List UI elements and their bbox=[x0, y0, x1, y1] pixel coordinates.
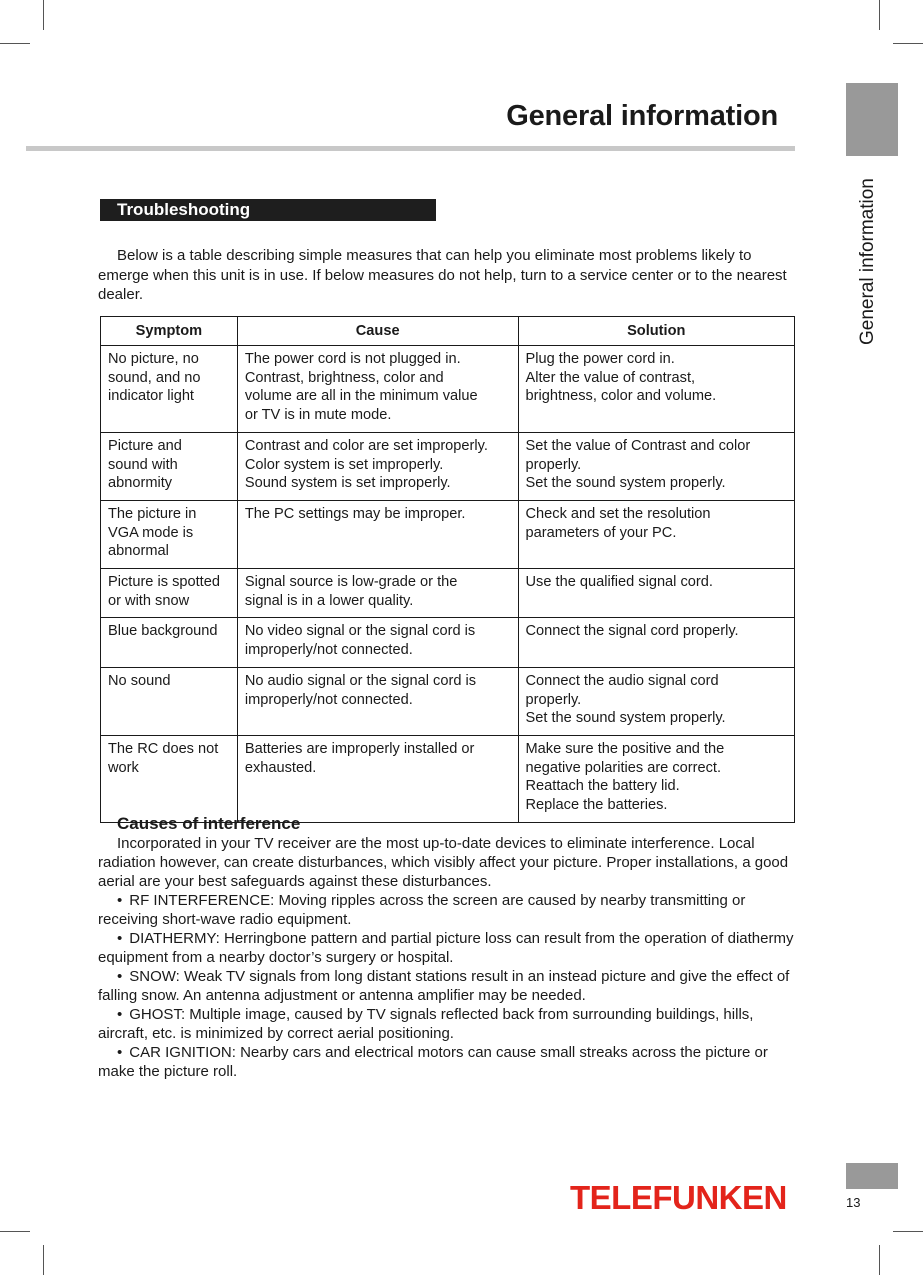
cause-text: Sound system is set improperly. bbox=[244, 475, 451, 492]
solution-cell bbox=[518, 618, 794, 667]
symptom-cell bbox=[101, 346, 238, 433]
column-header: Solution bbox=[518, 317, 794, 346]
solution-text: brightness, color and volume. bbox=[525, 388, 717, 405]
symptom-cell bbox=[101, 735, 238, 822]
symptom-text: abnormal bbox=[108, 543, 169, 560]
table-row bbox=[101, 432, 795, 500]
header-divider bbox=[26, 146, 795, 151]
interference-intro: Incorporated in your TV receiver are the most up-to-date devices to eliminate interference. Local radiation however, can create disturbances, which visibly affect your picture. Proper installations, a good aerial are your best safeguards against these disturbances. bbox=[98, 835, 789, 890]
solution-cell bbox=[518, 432, 794, 500]
table-row bbox=[101, 500, 795, 568]
cause-cell bbox=[237, 618, 518, 667]
cause-text: or TV is in mute mode. bbox=[244, 407, 392, 424]
table-row bbox=[101, 667, 795, 735]
column-header: Cause bbox=[237, 317, 518, 346]
crop-mark bbox=[893, 43, 923, 44]
cause-text: improperly/not connected. bbox=[244, 691, 413, 708]
cause-text: No audio signal or the signal cord is bbox=[244, 672, 477, 689]
symptom-text: sound, and no bbox=[108, 369, 201, 386]
solution-text: Replace the batteries. bbox=[525, 797, 668, 814]
cause-text: The power cord is not plugged in. bbox=[244, 351, 461, 367]
solution-text: Set the value of Contrast and color bbox=[525, 437, 751, 454]
interference-heading: Causes of interference bbox=[117, 814, 301, 833]
solution-cell bbox=[518, 500, 794, 568]
cause-text: No video signal or the signal cord is bbox=[244, 623, 476, 640]
table-row bbox=[101, 735, 795, 822]
cause-text: Contrast, brightness, color and bbox=[244, 369, 444, 386]
crop-mark bbox=[0, 1231, 30, 1232]
solution-cell bbox=[518, 735, 794, 822]
symptom-text: or with snow bbox=[108, 592, 190, 609]
cause-text: exhausted. bbox=[244, 759, 317, 776]
cause-text: Contrast and color are set improperly. bbox=[244, 437, 488, 454]
page-title: General information bbox=[506, 100, 778, 132]
symptom-cell bbox=[101, 667, 238, 735]
cause-cell bbox=[237, 432, 518, 500]
brand-logo: TELEFUNKEN bbox=[570, 1179, 787, 1216]
column-header: Symptom bbox=[101, 317, 238, 346]
bullet-item: • RF INTERFERENCE: Moving ripples across the screen are caused by nearby transmitting or receiving short-wave radio equipment. bbox=[98, 891, 798, 929]
table-row bbox=[101, 346, 795, 433]
symptom-cell bbox=[101, 618, 238, 667]
cause-text: Color system is set improperly. bbox=[244, 456, 444, 473]
symptom-text: No sound bbox=[108, 672, 171, 689]
bullet-item: • DIATHERMY: Herringbone pattern and partial picture loss can result from the operation of diathermy equipment from a nearby doctor’s surgery or hospital. bbox=[98, 929, 798, 967]
solution-text: Reattach the battery lid. bbox=[525, 778, 680, 795]
solution-text: Alter the value of contrast, bbox=[525, 369, 696, 386]
solution-text: Connect the signal cord properly. bbox=[525, 623, 739, 640]
cause-text: Signal source is low-grade or the bbox=[244, 574, 458, 591]
symptom-text: The RC does not bbox=[108, 740, 219, 757]
crop-mark bbox=[43, 1245, 44, 1275]
symptom-text: No picture, no bbox=[108, 351, 199, 367]
symptom-text: Picture is spotted bbox=[108, 574, 220, 591]
solution-cell bbox=[518, 667, 794, 735]
symptom-text: The picture in bbox=[108, 505, 197, 522]
crop-mark bbox=[879, 0, 880, 30]
solution-text: Connect the audio signal cord bbox=[525, 672, 719, 689]
crop-mark bbox=[43, 0, 44, 30]
crop-mark bbox=[879, 1245, 880, 1275]
page-number: 13 bbox=[846, 1195, 861, 1210]
cause-cell bbox=[237, 735, 518, 822]
symptom-cell bbox=[101, 432, 238, 500]
solution-text: negative polarities are correct. bbox=[525, 759, 722, 776]
solution-cell bbox=[518, 346, 794, 433]
symptom-cell bbox=[101, 500, 238, 568]
cause-cell bbox=[237, 346, 518, 433]
cause-text: improperly/not connected. bbox=[244, 642, 413, 659]
bullet-item: • CAR IGNITION: Nearby cars and electrical motors can cause small streaks across the picture or make the picture roll. bbox=[98, 1043, 798, 1081]
cause-text: Batteries are improperly installed or bbox=[244, 740, 475, 757]
symptom-text: sound with bbox=[108, 456, 178, 473]
solution-text: properly. bbox=[525, 456, 582, 473]
interference-section bbox=[98, 814, 798, 1081]
solution-text: Plug the power cord in. bbox=[525, 351, 675, 367]
symptom-text: indicator light bbox=[108, 388, 194, 405]
cause-cell bbox=[237, 569, 518, 618]
symptom-text: Picture and bbox=[108, 437, 182, 454]
cause-cell bbox=[237, 667, 518, 735]
symptom-text: Blue background bbox=[108, 623, 218, 640]
cause-text: signal is in a lower quality. bbox=[244, 592, 414, 609]
table-row bbox=[101, 618, 795, 667]
cause-text: volume are all in the minimum value bbox=[244, 388, 478, 405]
solution-cell bbox=[518, 569, 794, 618]
bullet-item: • SNOW: Weak TV signals from long distant stations result in an instead picture and give the effect of falling snow. An antenna adjustment or antenna amplifier may be needed. bbox=[98, 967, 798, 1005]
troubleshooting-table bbox=[100, 316, 795, 823]
bullet-item: • GHOST: Multiple image, caused by TV signals reflected back from surrounding buildings, hills, aircraft, etc. is minimized by correct aerial positioning. bbox=[98, 1005, 798, 1043]
solution-text: Check and set the resolution bbox=[525, 505, 711, 522]
symptom-text: work bbox=[108, 759, 139, 776]
symptom-cell bbox=[101, 569, 238, 618]
solution-text: properly. bbox=[525, 691, 582, 708]
solution-text: Set the sound system properly. bbox=[525, 710, 726, 727]
solution-text: Set the sound system properly. bbox=[525, 475, 726, 492]
solution-text: parameters of your PC. bbox=[525, 524, 677, 541]
side-section-label: General information bbox=[857, 178, 878, 345]
cause-text: The PC settings may be improper. bbox=[244, 505, 466, 522]
solution-text: Make sure the positive and the bbox=[525, 740, 725, 757]
side-tab-marker bbox=[846, 83, 898, 156]
solution-text: Use the qualified signal cord. bbox=[525, 574, 713, 591]
section-heading: Troubleshooting bbox=[100, 199, 436, 221]
symptom-text: VGA mode is bbox=[108, 524, 194, 541]
page-tab-marker bbox=[846, 1163, 898, 1189]
crop-mark bbox=[893, 1231, 923, 1232]
table-row bbox=[101, 569, 795, 618]
crop-mark bbox=[0, 43, 30, 44]
table-header-row bbox=[101, 317, 795, 346]
symptom-text: abnormity bbox=[108, 475, 173, 492]
cause-cell bbox=[237, 500, 518, 568]
intro-paragraph: Below is a table describing simple measures that can help you eliminate most problems likely to emerge when this unit is in use. If below measures do not help, turn to a service center or to the nearest dealer. bbox=[98, 247, 787, 303]
